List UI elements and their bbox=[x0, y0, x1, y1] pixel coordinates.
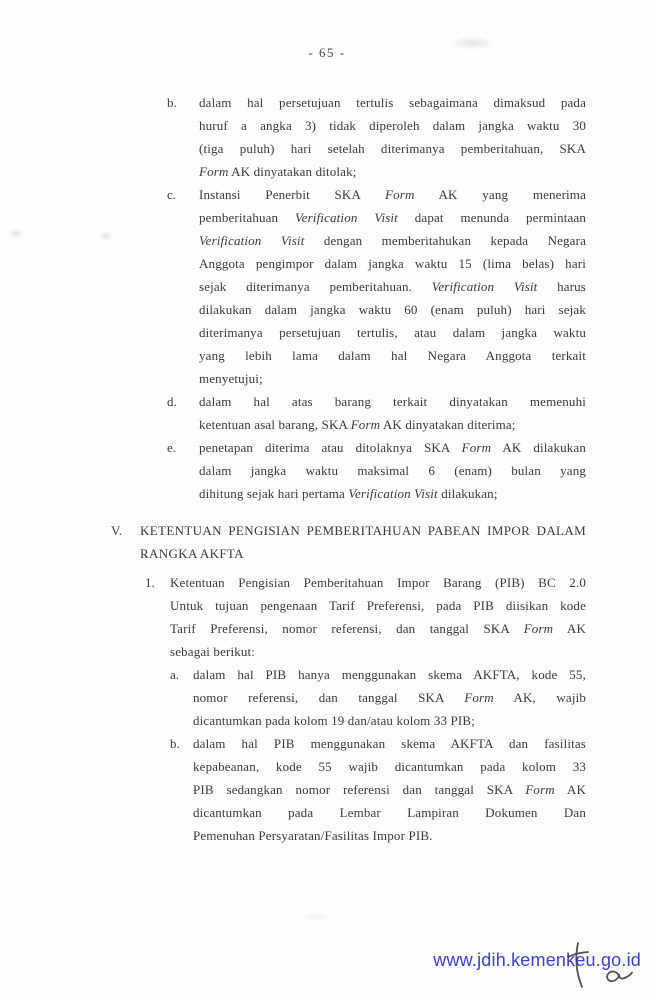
numbered-item-1-marker: 1. bbox=[145, 575, 155, 590]
text-line: sejak diterimanya pemberitahuan. Verification Visit harus bbox=[199, 279, 586, 294]
text-line: KETENTUAN PENGISIAN PEMBERITAHUAN PABEAN IMPOR DALAM bbox=[140, 523, 586, 538]
text-line: Untuk tujuan pengenaan Tarif Preferensi, pada PIB diisikan kode bbox=[170, 598, 586, 613]
text-line: kepabeanan, kode 55 wajib dicantumkan pada kolom 33 bbox=[193, 759, 586, 774]
page-number: - 65 - bbox=[308, 45, 346, 60]
section-v-heading bbox=[111, 519, 586, 565]
text-line: Anggota pengimpor dalam jangka waktu 15 (lima belas) hari bbox=[199, 256, 586, 271]
text-line: Pemenuhan Persyaratan/Fasilitas Impor PIB. bbox=[193, 828, 433, 843]
text-line: dalam hal persetujuan tertulis sebagaimana dimaksud pada bbox=[199, 95, 586, 110]
pen-crossbar-stroke bbox=[568, 952, 588, 957]
list-marker-e: e. bbox=[167, 440, 177, 455]
document-body bbox=[0, 91, 654, 847]
sub-item-a bbox=[170, 663, 586, 732]
sub-item-a-text bbox=[193, 663, 586, 732]
text-line: Verification Visit dengan memberitahukan kepada Negara bbox=[199, 233, 586, 248]
text-line: penetapan diterima atau ditolaknya SKA Form AK dilakukan bbox=[199, 440, 586, 455]
text-line: dalam hal atas barang terkait dinyatakan memenuhi bbox=[199, 394, 586, 409]
text-line: PIB sedangkan nomor referensi dan tanggal SKA Form AK bbox=[193, 782, 586, 797]
sub-item-a-marker: a. bbox=[170, 667, 180, 682]
numbered-item-1 bbox=[145, 571, 586, 847]
section-v-title bbox=[140, 519, 586, 565]
text-line: ketentuan asal barang, SKA Form AK dinyatakan diterima; bbox=[199, 417, 516, 432]
list-item-b bbox=[167, 91, 586, 183]
list-marker-c: c. bbox=[167, 187, 177, 202]
list-marker-d: d. bbox=[167, 394, 177, 409]
list-item-d-text bbox=[199, 390, 586, 436]
text-line: menyetujui; bbox=[199, 371, 263, 386]
text-line: pemberitahuan Verification Visit dapat menunda permintaan bbox=[199, 210, 586, 225]
list-item-b-text bbox=[199, 91, 586, 183]
text-line: (tiga puluh) hari setelah diterimanya pemberitahuan, SKA bbox=[199, 141, 586, 156]
jdih-watermark-link: www.jdih.kemenkeu.go.id bbox=[433, 950, 641, 970]
text-line: RANGKA AKFTA bbox=[140, 546, 244, 561]
list-item-c bbox=[167, 183, 586, 390]
text-line: yang lebih lama dalam hal Negara Anggota terkait bbox=[199, 348, 586, 363]
list-item-c-text bbox=[199, 183, 586, 390]
list-item-d bbox=[167, 390, 586, 436]
sub-item-b bbox=[170, 732, 586, 847]
scan-smudge bbox=[98, 231, 113, 241]
section-v-marker: V. bbox=[111, 523, 122, 538]
scan-smudge bbox=[450, 36, 496, 50]
scan-smudge bbox=[8, 228, 24, 239]
text-line: Instansi Penerbit SKA Form AK yang menerima bbox=[199, 187, 586, 202]
pen-vertical-stroke bbox=[576, 943, 582, 987]
text-line: huruf a angka 3) tidak diperoleh dalam jangka waktu 30 bbox=[199, 118, 586, 133]
list-marker-b: b. bbox=[167, 95, 177, 110]
text-line: dalam hal PIB hanya menggunakan skema AKFTA, kode 55, bbox=[193, 667, 586, 682]
text-line: dalam hal PIB menggunakan skema AKFTA dan fasilitas bbox=[193, 736, 586, 751]
text-line: dicantumkan pada kolom 19 dan/atau kolom 33 PIB; bbox=[193, 713, 475, 728]
numbered-item-1-text bbox=[170, 571, 586, 663]
list-item-e-text bbox=[199, 436, 586, 505]
sub-item-b-marker: b. bbox=[170, 736, 180, 751]
text-line: diterimanya persetujuan tertulis, atau dalam jangka waktu bbox=[199, 325, 586, 340]
sub-item-b-text bbox=[193, 732, 586, 847]
scan-smudge bbox=[300, 912, 330, 922]
handwritten-pen-marks bbox=[540, 920, 654, 1000]
numbered-item-1-body bbox=[170, 571, 586, 847]
text-line: nomor referensi, dan tanggal SKA Form AK, wajib bbox=[193, 690, 586, 705]
text-line: dalam jangka waktu maksimal 6 (enam) bulan yang bbox=[199, 463, 586, 478]
text-line: dilakukan dalam jangka waktu 60 (enam puluh) hari sejak bbox=[199, 302, 586, 317]
text-line: sebagai berikut: bbox=[170, 644, 256, 659]
text-line: Ketentuan Pengisian Pemberitahuan Impor Barang (PIB) BC 2.0 bbox=[170, 575, 586, 590]
text-line: dicantumkan pada Lembar Lampiran Dokumen Dan bbox=[193, 805, 586, 820]
text-line: dihitung sejak hari pertama Verification Visit dilakukan; bbox=[199, 486, 498, 501]
list-item-e bbox=[167, 436, 586, 505]
text-line: Form AK dinyatakan ditolak; bbox=[199, 164, 357, 179]
text-line: Tarif Preferensi, nomor referensi, dan tanggal SKA Form AK bbox=[170, 621, 586, 636]
pen-scribble-stroke bbox=[607, 972, 632, 982]
